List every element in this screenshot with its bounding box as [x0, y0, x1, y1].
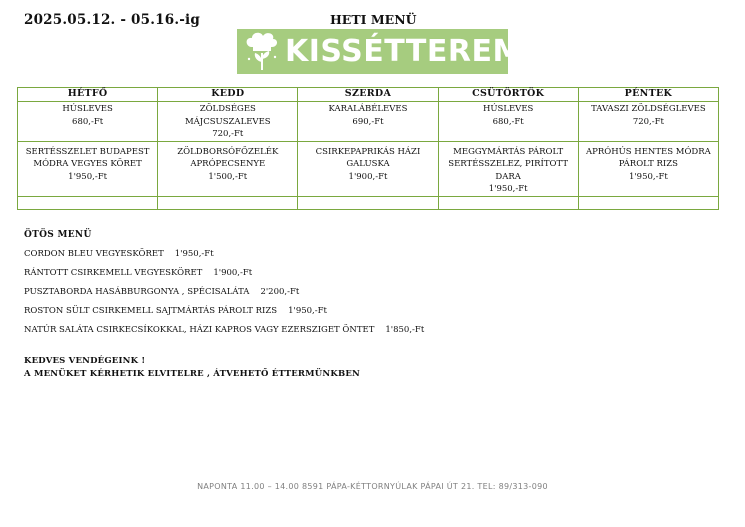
soup-name: HÚSLEVES — [482, 104, 534, 114]
soup-price: 720,-Ft — [632, 116, 664, 127]
date-range: 2025.05.12. - 05.16.-ig — [24, 12, 200, 28]
five-menu-title: ÖTÖS MENÜ — [24, 230, 92, 240]
empty-cell — [18, 196, 158, 209]
weekly-menu-table — [17, 87, 719, 210]
soup-price: 680,-Ft — [72, 116, 104, 127]
main-course-price: 1'950,-Ft — [628, 171, 668, 182]
main-course-cell — [438, 141, 578, 196]
restaurant-logo — [237, 29, 523, 74]
five-menu-item-price: 1'950,-Ft — [288, 306, 327, 316]
five-menu-item-price: 1'950,-Ft — [174, 249, 214, 259]
main-course-cell — [578, 141, 718, 196]
chef-hat-icon — [237, 29, 285, 74]
soup-name: HÚSLEVES — [62, 104, 113, 114]
soup-name: ZÖLDSÉGES MÁJCSUSZALEVES — [184, 104, 271, 127]
main-course-cell — [298, 141, 438, 196]
five-menu-item-name: NATÚR SALÁTA CSIRKECSÍKOKKAL, HÁZI KAPROS VAGY EZERSZIGET ÖNTET — [24, 325, 375, 335]
main-course-price: 1'900,-Ft — [348, 171, 388, 182]
main-course-name: CSIRKEPAPRIKÁS HÁZI GALUSKA — [315, 146, 421, 169]
empty-cell — [578, 196, 718, 209]
soup-cell — [158, 102, 298, 142]
soup-name: KARALÁBÉLEVES — [328, 104, 408, 114]
main-course-cell — [18, 141, 158, 196]
main-course-price: 1'950,-Ft — [488, 184, 528, 194]
five-menu-item — [24, 324, 424, 343]
soup-price: 690,-Ft — [352, 116, 384, 127]
five-menu-item-name: CORDON BLEU VEGYESKÖRET — [24, 249, 164, 259]
footer-contact: NAPONTA 11.00 – 14.00 8591 PÁPA-KÉTTORNYÚLAK PÁPAI ÚT 21. TEL: 89/313-090 — [197, 482, 548, 491]
five-menu-item — [24, 267, 424, 286]
soup-price: 720,-Ft — [212, 129, 244, 139]
soup-cell — [298, 102, 438, 142]
main-course-name: ZÖLDBORSÓFŐZELÉK APRÓPECSENYE — [177, 146, 279, 169]
empty-row — [18, 196, 719, 209]
soup-cell — [438, 102, 578, 142]
main-course-price: 1'950,-Ft — [68, 171, 108, 182]
main-course-row — [18, 141, 719, 196]
notice-takeaway: A MENÜKET KÉRHETIK ELVITELRE , ÁTVEHETŐ ÉTTERMÜNKBEN — [24, 369, 360, 379]
empty-cell — [298, 196, 438, 209]
day-header-row — [18, 88, 719, 102]
soup-cell — [18, 102, 158, 142]
five-menu-item-name: ROSTON SÜLT CSIRKEMELL SAJTMÁRTÁS PÁROLT RIZS — [24, 306, 278, 316]
five-menu-section — [24, 230, 424, 343]
five-menu-item-name: RÁNTOTT CSIRKEMELL VEGYESKÖRET — [24, 268, 203, 278]
five-menu-item-name: PUSZTABORDA HASÁBBURGONYA , SPÉCISALÁTA — [24, 287, 250, 297]
day-header: CSÜTÖRTÖK — [438, 88, 578, 102]
main-course-name: SERTÉSSZELET BUDAPEST MÓDRA VEGYES KÖRET — [25, 146, 150, 169]
day-header: SZERDA — [298, 88, 438, 102]
five-menu-item — [24, 305, 424, 324]
takeaway-notice — [24, 355, 360, 381]
soup-name: TAVASZI ZÖLDSÉGLEVES — [591, 104, 706, 114]
soup-price: 680,-Ft — [492, 116, 524, 127]
main-course-cell — [158, 141, 298, 196]
logo-text: KISSÉTTEREM — [285, 34, 523, 69]
soup-cell — [578, 102, 718, 142]
five-menu-item-price: 2'200,-Ft — [260, 287, 300, 297]
soup-row — [18, 102, 719, 142]
five-menu-item — [24, 286, 424, 305]
menu-title: HETI MENÜ — [330, 12, 417, 27]
five-menu-item-price: 1'850,-Ft — [385, 325, 425, 335]
main-course-name: MEGGYMÁRTÁS PÁROLT SERTÉSSZELEZ, PIRÍTOTT DARA — [448, 146, 569, 182]
day-header: KEDD — [158, 88, 298, 102]
notice-greeting: KEDVES VENDÉGEINK ! — [24, 356, 146, 366]
main-course-price: 1'500,-Ft — [208, 171, 248, 182]
five-menu-item — [24, 248, 424, 267]
day-header: HÉTFŐ — [18, 88, 158, 102]
empty-cell — [438, 196, 578, 209]
five-menu-item-price: 1'900,-Ft — [213, 268, 253, 278]
day-header: PÉNTEK — [578, 88, 718, 102]
main-course-name: APRÓHÚS HENTES MÓDRA PÁROLT RIZS — [585, 146, 711, 169]
empty-cell — [158, 196, 298, 209]
